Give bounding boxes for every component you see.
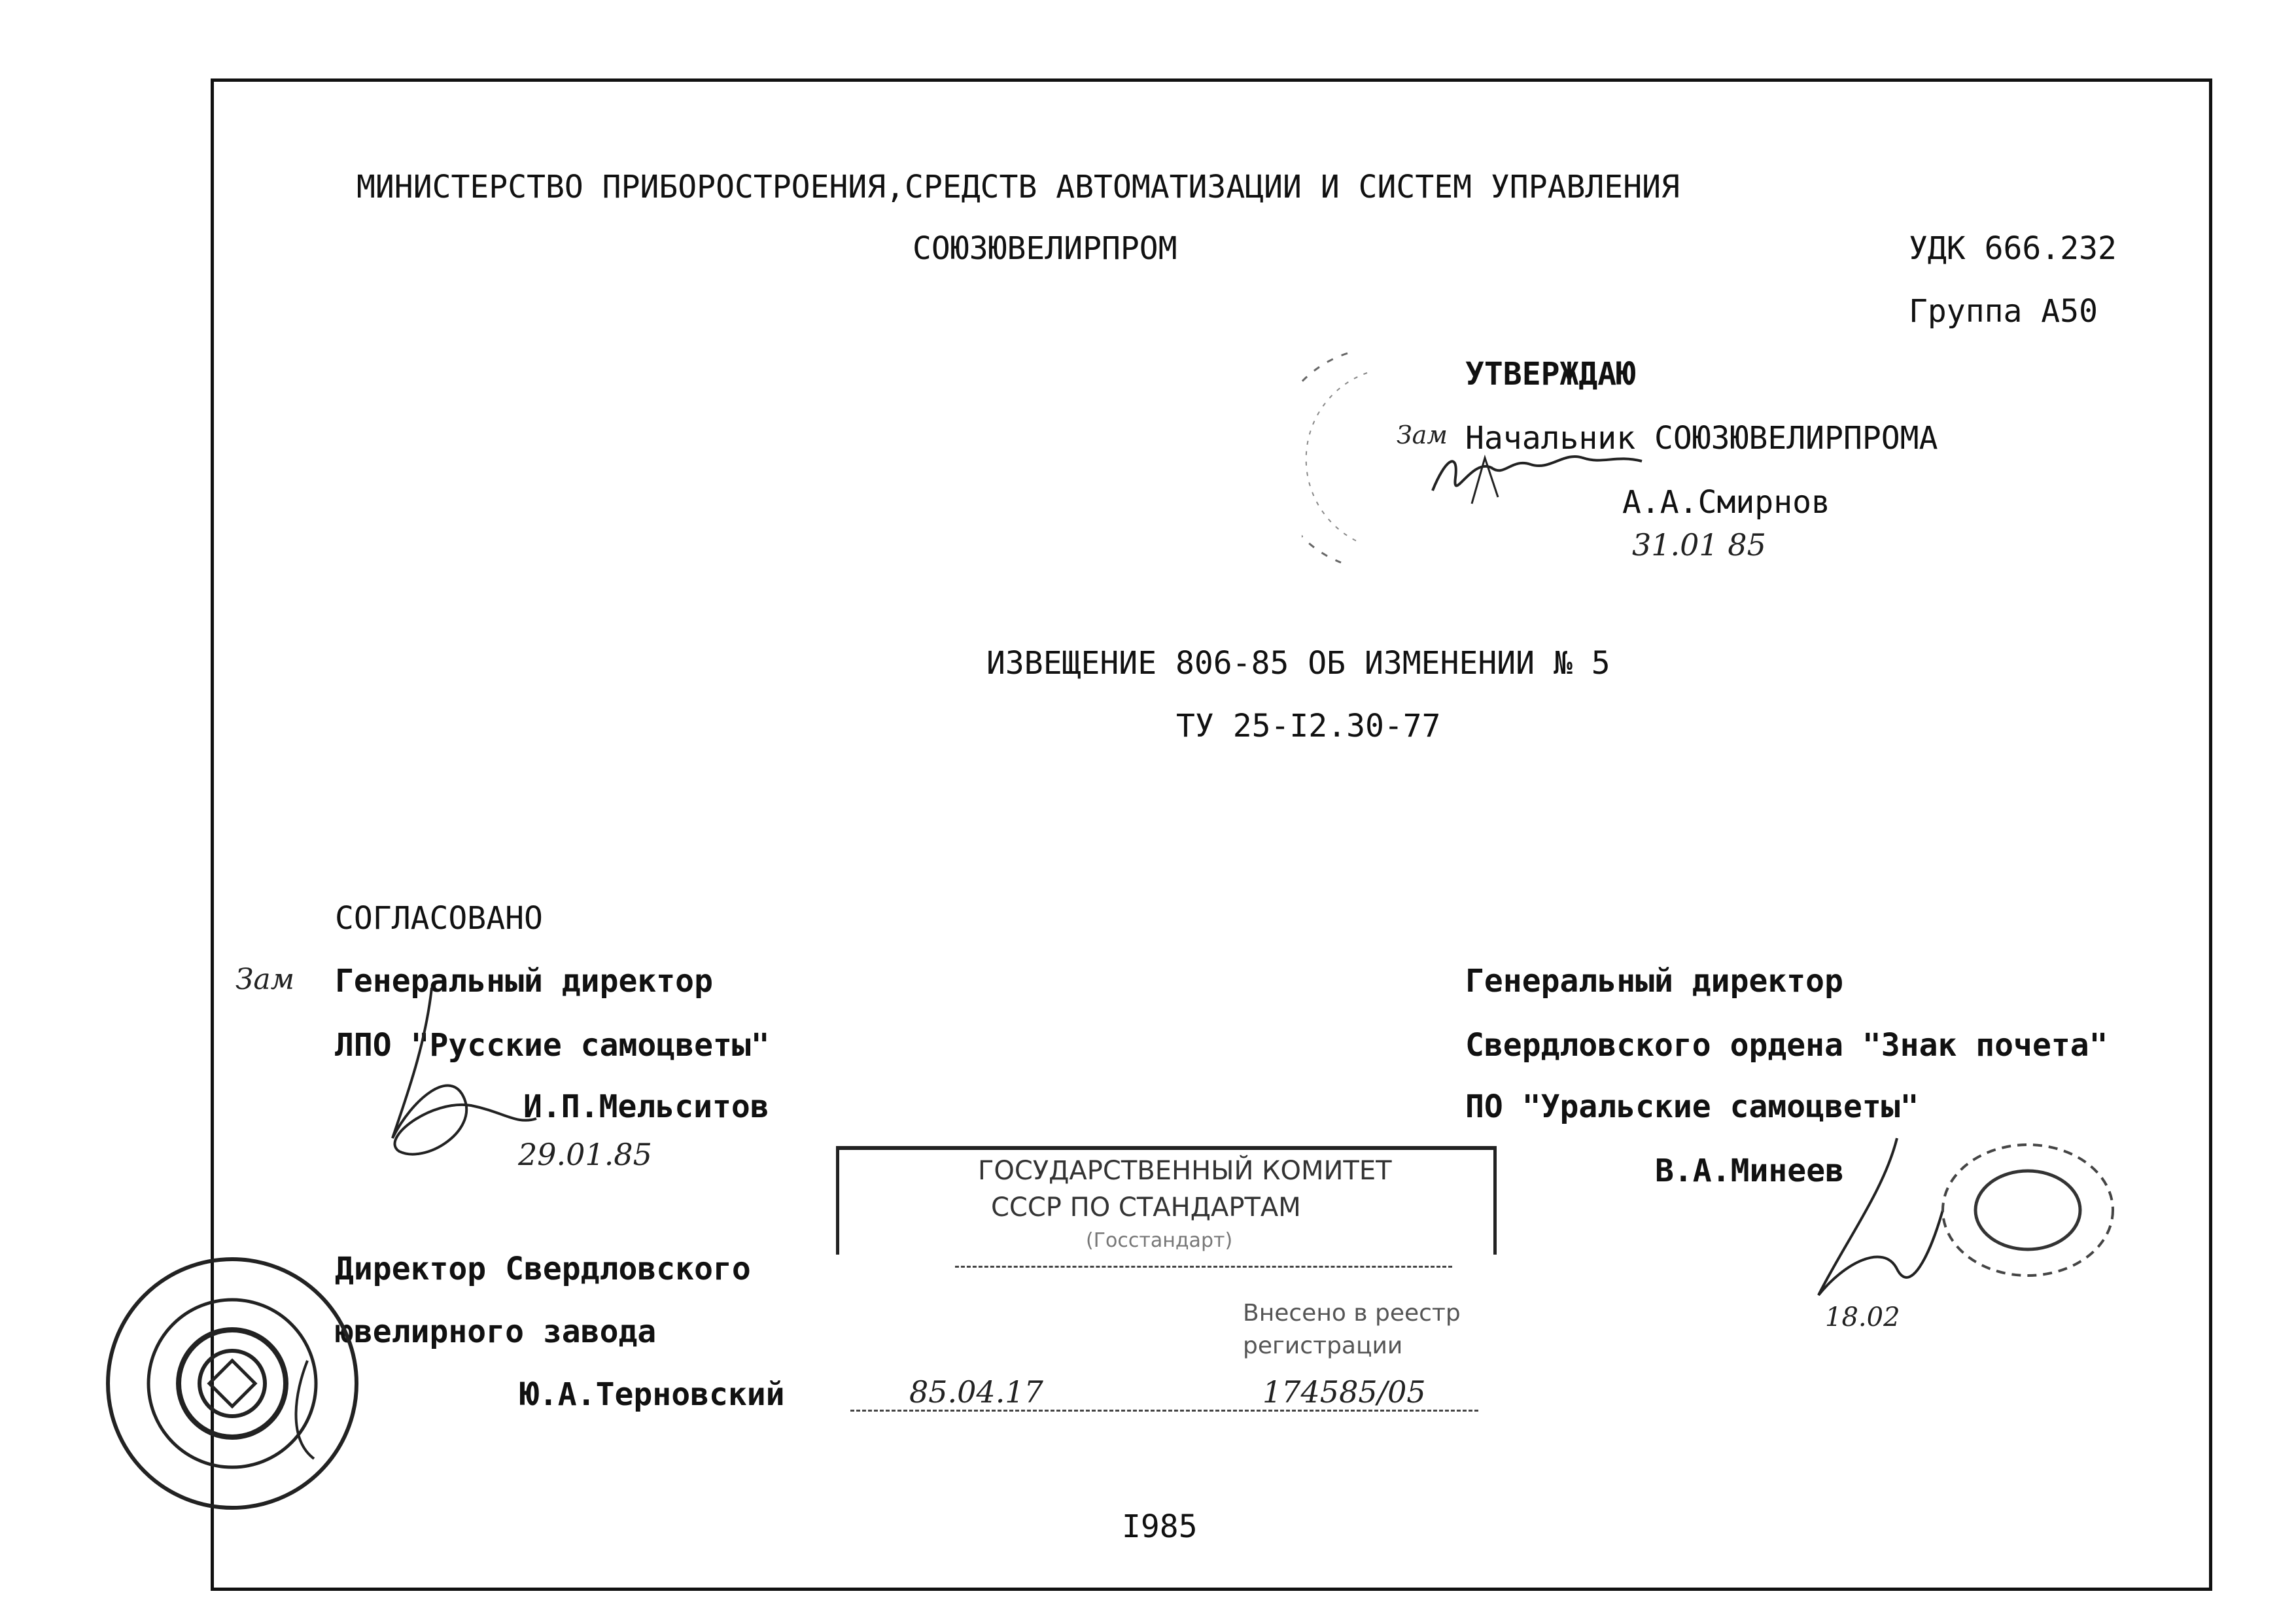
right-name: В.А.Минеев [1655,1153,1844,1189]
stamp-reg-number: 174585/05 [1262,1374,1426,1410]
left-date: 29.01.85 [518,1137,652,1172]
stamp-line5: регистрации [1243,1332,1403,1359]
approver-position: Начальник СОЮЗЮВЕЛИРПРОМА [1465,420,1938,457]
stamp-reg-date: 85.04.17 [909,1374,1043,1410]
right-org-line2: ПО "Уральские самоцветы" [1465,1088,1919,1125]
approved-label: УТВЕРЖДАЮ [1465,356,1636,392]
approval-date: 31.01 85 [1632,527,1766,563]
agreed-label: СОГЛАСОВАНО [335,900,543,937]
stamp-dash [955,1266,1452,1268]
document-year: I985 [1122,1508,1198,1545]
stamp-line2: СССР ПО СТАНДАРТАМ [991,1192,1301,1223]
right-position: Генеральный директор [1465,963,1843,1000]
stamp-line1: ГОСУДАРСТВЕННЫЙ КОМИТЕТ [978,1156,1392,1186]
udk-code: УДК 666.232 [1909,230,2117,267]
left2-name: Ю.А.Терновский [520,1376,785,1413]
left-prefix: Зам [235,963,295,996]
approval-prefix: Зам [1397,421,1448,449]
notice-title: ИЗВЕЩЕНИЕ 806-85 ОБ ИЗМЕНЕНИИ № 5 [986,645,1610,682]
left2-position-line2: ювелирного завода [335,1313,657,1350]
approver-name: А.А.Смирнов [1622,484,1830,521]
right-org-line1: Свердловского ордена "Знак почета" [1465,1027,2108,1064]
left-signature [353,968,549,1184]
ministry-title: МИНИСТЕРСТВО ПРИБОРОСТРОЕНИЯ,СРЕДСТВ АВТОМАТИЗАЦИИ И СИСТЕМ УПРАВЛЕНИЯ [357,169,1680,205]
spec-number: ТУ 25-I2.30-77 [1176,708,1441,744]
approval-signature-seal [1302,327,1668,608]
stamp-reg-line [850,1410,1478,1412]
group-code: Группа А50 [1909,293,2098,330]
right-date: 18.02 [1825,1302,1900,1332]
left2-position-line1: Директор Свердловского [335,1251,751,1287]
stamp-line3: (Госстандарт) [1086,1229,1233,1252]
left-company: ЛПО "Русские самоцветы" [335,1027,770,1064]
left-position: Генеральный директор [335,963,713,1000]
organization-name: СОЮЗЮВЕЛИРПРОМ [913,230,1177,267]
right-signature-seal [1766,1112,2172,1348]
stamp-line4: Внесено в реестр [1243,1300,1461,1327]
official-round-seal [98,1243,379,1531]
left-name: И.П.Мельситов [523,1088,769,1125]
